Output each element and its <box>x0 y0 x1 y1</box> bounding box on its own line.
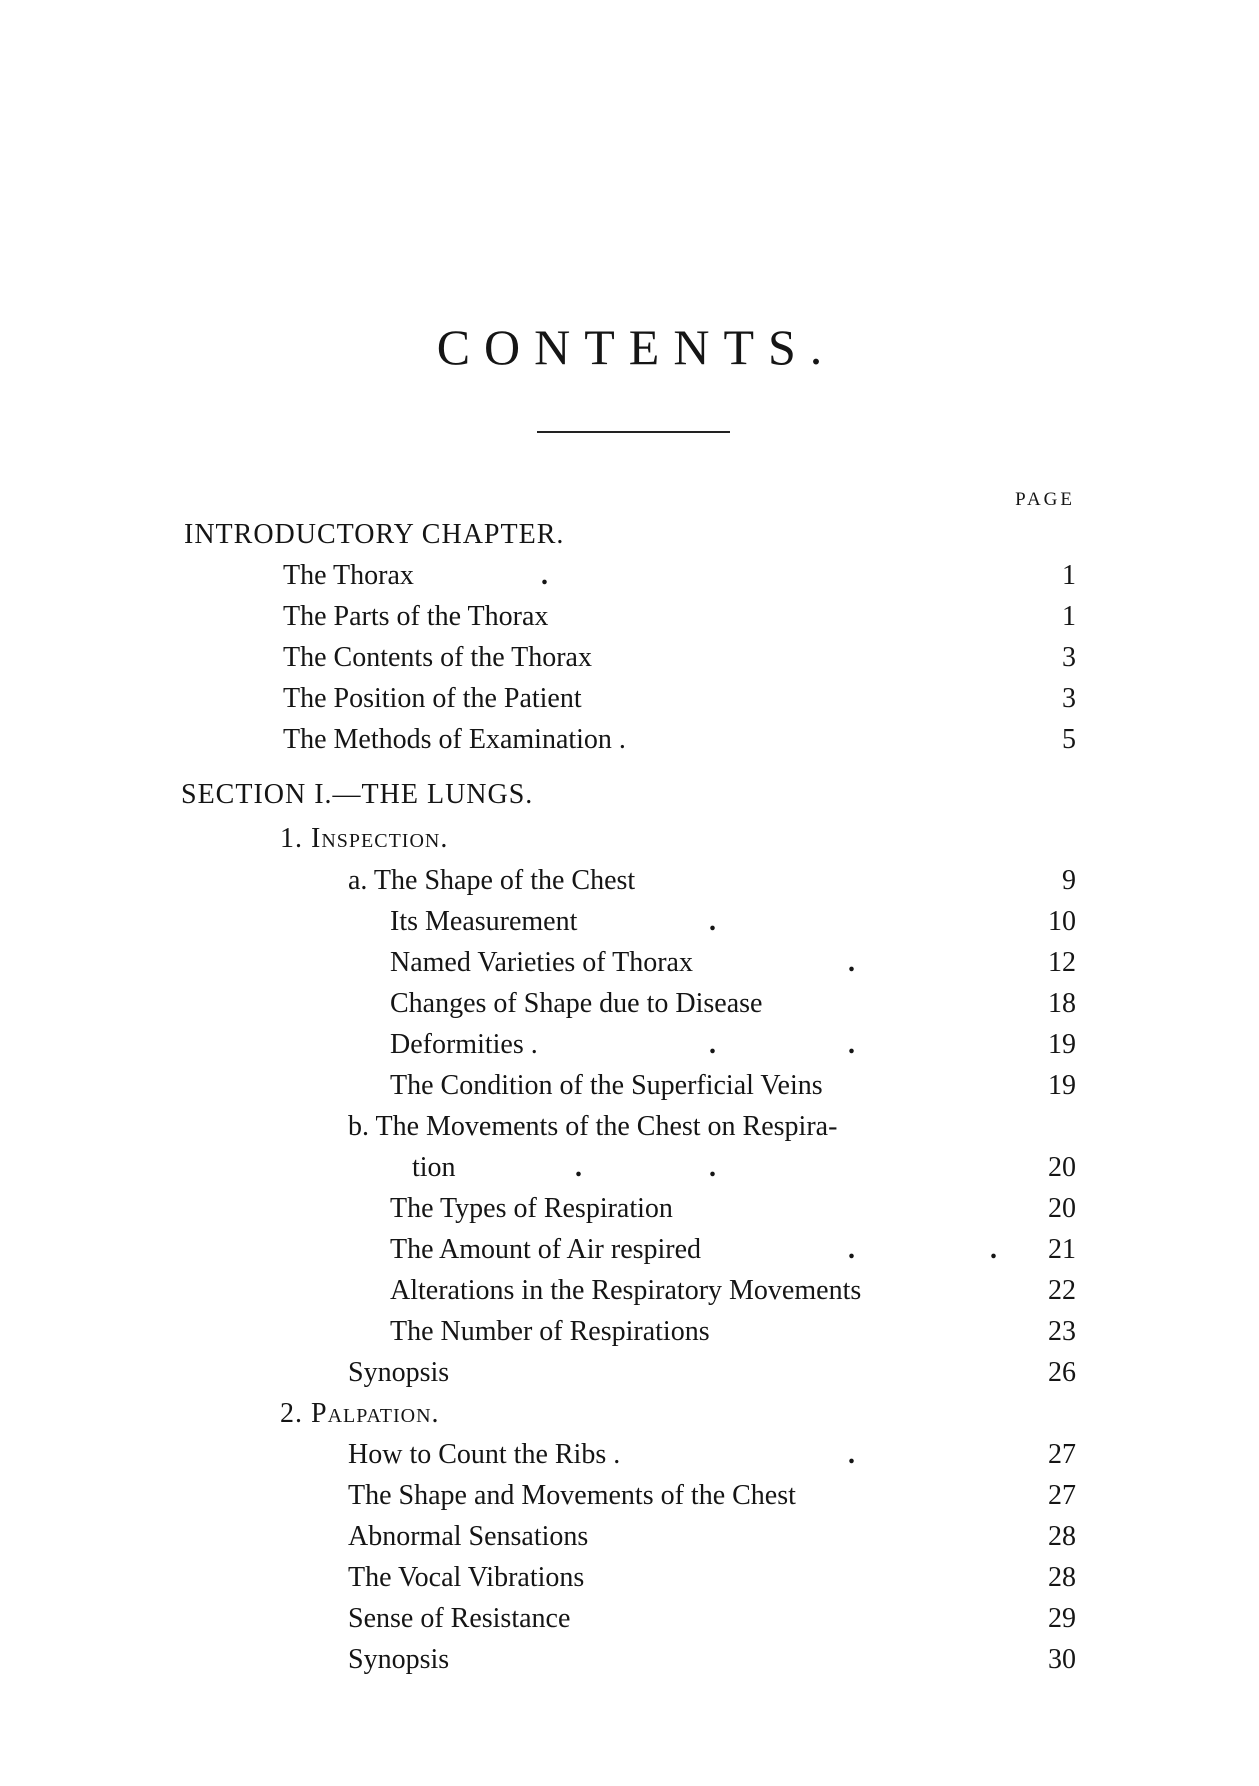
toc-entry <box>0 638 1259 678</box>
leader-dot: . <box>709 1152 716 1183</box>
page-column-label: PAGE <box>1015 489 1075 510</box>
toc-entry-page: 10 <box>1048 906 1076 937</box>
toc-entry <box>0 1025 1259 1065</box>
toc-entry-page: 12 <box>1048 947 1076 978</box>
toc-entry <box>0 1230 1259 1270</box>
toc-entry-label: The Vocal Vibrations <box>348 1562 585 1593</box>
toc-entry-page: 28 <box>1048 1521 1076 1552</box>
toc-entry-page: 9 <box>1062 865 1076 896</box>
toc-entry-label: How to Count the Ribs . <box>348 1439 621 1470</box>
toc-entry-label: The Thorax <box>283 560 414 591</box>
toc-entry-label: Deformities . <box>390 1029 538 1060</box>
toc-entry-page: 3 <box>1062 683 1076 714</box>
toc-entry <box>0 1476 1259 1516</box>
page-title: CONTENTS. <box>436 319 837 375</box>
toc-entry-page: 28 <box>1048 1562 1076 1593</box>
toc-entry <box>0 1558 1259 1598</box>
leader-dot: . <box>848 947 855 978</box>
toc-entry <box>0 1066 1259 1106</box>
toc-entry-page: 20 <box>1048 1193 1076 1224</box>
toc-entry-page: 19 <box>1048 1070 1076 1101</box>
leader-dot: . <box>709 906 716 937</box>
toc-entry <box>0 556 1259 596</box>
leader-dot: . <box>541 560 548 591</box>
toc-entry-label: Abnormal Sensations <box>348 1521 589 1552</box>
toc-entry-label: The Amount of Air respired <box>390 1234 702 1265</box>
toc-entry-label: tion <box>412 1152 456 1183</box>
toc-entry-label: The Types of Respiration <box>390 1193 673 1224</box>
toc-subheading-label: 1. Inspection. <box>280 823 449 854</box>
toc-heading-introductory <box>0 515 1259 555</box>
toc-entry-page: 5 <box>1062 724 1076 755</box>
toc-entry <box>0 720 1259 760</box>
toc-entry-label: The Contents of the Thorax <box>283 642 592 673</box>
toc-entry <box>0 1599 1259 1639</box>
toc-entry-label: a. The Shape of the Chest <box>348 865 636 896</box>
toc-entry-label: Synopsis <box>348 1357 450 1388</box>
toc-entry-label: Named Varieties of Thorax <box>390 947 693 978</box>
title-rule <box>537 431 730 433</box>
toc-entry <box>0 1189 1259 1229</box>
leader-dot: . <box>575 1152 582 1183</box>
toc-entry-page: 3 <box>1062 642 1076 673</box>
toc-heading-label: INTRODUCTORY CHAPTER. <box>184 519 565 550</box>
toc-entry-page: 23 <box>1048 1316 1076 1347</box>
leader-dot: . <box>848 1439 855 1470</box>
toc-entry-label: Sense of Resistance <box>348 1603 571 1634</box>
toc-entry <box>0 1435 1259 1475</box>
toc-entry <box>0 1107 1259 1147</box>
toc-entry <box>0 1312 1259 1352</box>
toc-entry <box>0 1148 1259 1188</box>
toc-entry-label: The Number of Respirations <box>390 1316 710 1347</box>
toc-entry <box>0 679 1259 719</box>
leader-dot: . <box>848 1029 855 1060</box>
toc-entry-page: 26 <box>1048 1357 1076 1388</box>
toc-entry-page: 1 <box>1062 560 1076 591</box>
toc-entry-page: 29 <box>1048 1603 1076 1634</box>
toc-entry-label: Synopsis <box>348 1644 450 1675</box>
toc-entry-page: 21 <box>1048 1234 1076 1265</box>
leader-dot: . <box>848 1234 855 1265</box>
toc-entry-label: The Parts of the Thorax <box>283 601 549 632</box>
toc-subheading-label: 2. Palpation. <box>280 1398 440 1429</box>
toc-heading-section-i <box>0 775 1259 815</box>
toc-entry <box>0 597 1259 637</box>
leader-dot: . <box>709 1029 716 1060</box>
toc-entry-label: The Shape and Movements of the Chest <box>348 1480 796 1511</box>
toc-entry-page: 30 <box>1048 1644 1076 1675</box>
toc-subheading-inspection <box>0 819 1259 859</box>
toc-entry-page: 1 <box>1062 601 1076 632</box>
toc-entry-label: The Position of the Patient <box>283 683 582 714</box>
toc-entry-page: 19 <box>1048 1029 1076 1060</box>
toc-entry-label: Alterations in the Respiratory Movements <box>390 1275 862 1306</box>
toc-entry <box>0 943 1259 983</box>
leader-dot: . <box>990 1234 997 1265</box>
toc-entry-page: 22 <box>1048 1275 1076 1306</box>
toc-entry-page: 18 <box>1048 988 1076 1019</box>
toc-entry-page: 20 <box>1048 1152 1076 1183</box>
toc-entry-label: Changes of Shape due to Disease <box>390 988 763 1019</box>
toc-entry-label: Its Measurement <box>390 906 578 937</box>
toc-entry <box>0 984 1259 1024</box>
toc-entry <box>0 1517 1259 1557</box>
toc-subheading-palpation <box>0 1394 1259 1434</box>
toc-heading-label: SECTION I.—THE LUNGS. <box>181 779 534 810</box>
toc-entry <box>0 1271 1259 1311</box>
toc-entry <box>0 1640 1259 1680</box>
toc-entry-label: The Condition of the Superficial Veins <box>390 1070 823 1101</box>
toc-entry <box>0 902 1259 942</box>
toc-entry-label: The Methods of Examination . <box>283 724 626 755</box>
toc-entry-page: 27 <box>1048 1480 1076 1511</box>
toc-entry-page: 27 <box>1048 1439 1076 1470</box>
toc-entry <box>0 861 1259 901</box>
toc-entry <box>0 1353 1259 1393</box>
toc-entry-label: b. The Movements of the Chest on Respira- <box>348 1111 838 1142</box>
